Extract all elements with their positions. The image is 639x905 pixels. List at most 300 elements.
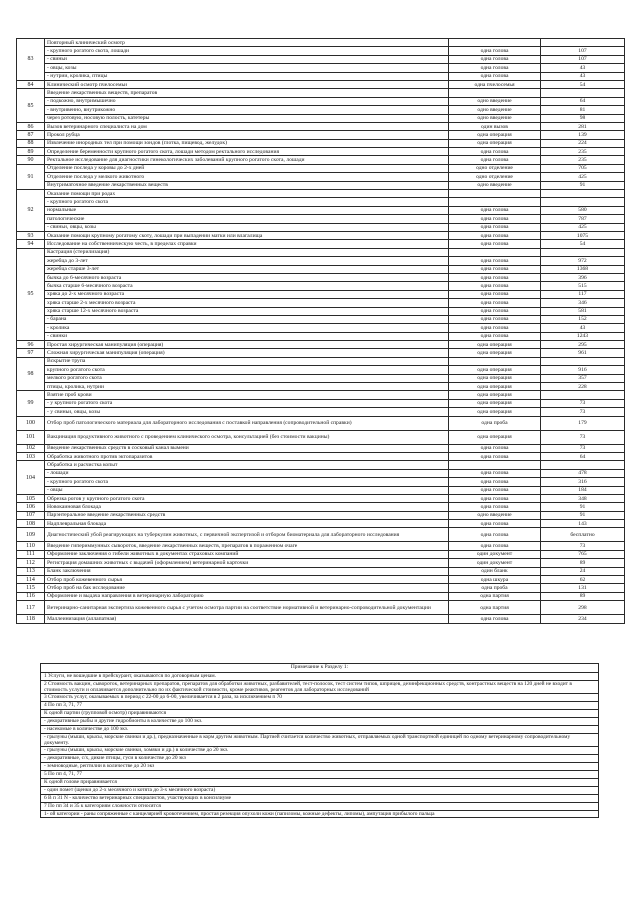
service-price: 235 xyxy=(541,156,625,164)
row-number: 108 xyxy=(17,520,45,528)
service-name: Новокаиновая блокада xyxy=(45,503,449,511)
service-unit: одна голова xyxy=(449,257,541,265)
note-row xyxy=(41,694,599,702)
service-name: Взятие проб крови xyxy=(45,391,449,399)
service-name: - кролика xyxy=(45,324,449,332)
row-number: 85 xyxy=(17,89,45,123)
service-price: 117 xyxy=(541,290,625,298)
service-price xyxy=(541,357,625,365)
table-row xyxy=(17,383,625,391)
notes-title: Примечание к Разделу 1: xyxy=(41,664,599,673)
table-row xyxy=(17,559,625,567)
service-unit: один вызов xyxy=(449,122,541,130)
service-price: 73 xyxy=(541,430,625,444)
row-number: 100 xyxy=(17,416,45,430)
service-name: бычка старше 6-месячного возраста xyxy=(45,282,449,290)
service-price: 478 xyxy=(541,469,625,477)
service-name: хряка до 2-х месячного возраста xyxy=(45,290,449,298)
note-text: - насекомые в количестве до 100 экз. xyxy=(41,726,599,734)
table-row xyxy=(17,494,625,502)
service-unit: один бланк xyxy=(449,567,541,575)
note-row xyxy=(41,734,599,747)
note-row xyxy=(41,811,599,818)
service-price: 1075 xyxy=(541,231,625,239)
service-unit: одно отделение xyxy=(449,173,541,181)
service-unit: одна проба xyxy=(449,416,541,430)
service-price: 143 xyxy=(541,520,625,528)
service-name: бычка до 6-месячного возраста xyxy=(45,273,449,281)
table-row xyxy=(17,64,625,72)
service-price: 224 xyxy=(541,139,625,147)
table-row xyxy=(17,89,625,97)
service-price xyxy=(541,39,625,47)
service-name: Надплевральная блокада xyxy=(45,520,449,528)
service-unit: одна голова xyxy=(449,231,541,239)
row-number: 114 xyxy=(17,576,45,584)
table-row xyxy=(17,503,625,511)
service-name: - барана xyxy=(45,315,449,323)
service-name: Вакцинация продуктивного животного с проведением клинического осмотра, консультацией (без стоимости вакцины) xyxy=(45,430,449,444)
service-unit: одна голова xyxy=(449,469,541,477)
service-name: - у свиньи, овцы, козы xyxy=(45,408,449,416)
service-unit xyxy=(449,89,541,97)
service-name: - крупного рогатого скота xyxy=(45,478,449,486)
note-text: 6 В п 31 N - количество ветеринарных специалистов, участвующих в консилиуме xyxy=(41,795,599,803)
table-row xyxy=(17,315,625,323)
table-row xyxy=(17,198,625,206)
service-unit: одна голова xyxy=(449,520,541,528)
service-unit: одна голова xyxy=(449,206,541,214)
row-number: 101 xyxy=(17,430,45,444)
service-unit: одно введение xyxy=(449,97,541,105)
service-price: 396 xyxy=(541,273,625,281)
service-price: 295 xyxy=(541,341,625,349)
service-price: 765 xyxy=(541,550,625,558)
table-row xyxy=(17,131,625,139)
service-name: - крупного рогатого скота xyxy=(45,198,449,206)
row-number: 111 xyxy=(17,550,45,558)
service-name: птицы, кролика, нутрии xyxy=(45,383,449,391)
service-name: - нутрии, кролика, птицы xyxy=(45,72,449,80)
service-price: 787 xyxy=(541,215,625,223)
service-unit: одно введение xyxy=(449,511,541,519)
note-text: 5 По пп 4, 71, 77 xyxy=(41,771,599,779)
table-row xyxy=(17,164,625,172)
row-number: 88 xyxy=(17,139,45,147)
note-text: 1 Услуги, не вошедшие в прейскурант, оказываются по договорным ценам. xyxy=(41,673,599,681)
row-number: 110 xyxy=(17,542,45,550)
service-name: Исследование на собственническую честь, в пределах справки xyxy=(45,240,449,248)
table-row xyxy=(17,290,625,298)
service-price: 152 xyxy=(541,315,625,323)
service-unit: одна партия xyxy=(449,601,541,615)
note-text: К одной голове приравнивается xyxy=(41,779,599,787)
service-price: 89 xyxy=(541,559,625,567)
table-row xyxy=(17,181,625,189)
service-name: патологические xyxy=(45,215,449,223)
table-row xyxy=(17,615,625,623)
service-unit: одна голова xyxy=(449,273,541,281)
service-unit: одна операция xyxy=(449,341,541,349)
table-row xyxy=(17,332,625,340)
note-row xyxy=(41,726,599,734)
service-name: - лошади xyxy=(45,469,449,477)
service-price: 139 xyxy=(541,131,625,139)
note-row xyxy=(41,755,599,763)
service-name: мелкого рогатого скота xyxy=(45,374,449,382)
service-price: бесплатно xyxy=(541,528,625,542)
service-unit xyxy=(449,39,541,47)
service-price: 228 xyxy=(541,383,625,391)
row-number: 94 xyxy=(17,240,45,248)
service-price: 1368 xyxy=(541,265,625,273)
table-row xyxy=(17,265,625,273)
note-text: 7 По пп 34 и 35 к категориям сложности относятся xyxy=(41,803,599,811)
service-unit: одна операция xyxy=(449,391,541,399)
row-number: 115 xyxy=(17,584,45,592)
note-text: - земноводные, рептилии в количестве до 20 экз xyxy=(41,763,599,771)
service-price: 73 xyxy=(541,399,625,407)
service-unit: одна голова xyxy=(449,315,541,323)
table-row xyxy=(17,576,625,584)
service-unit: одна голова xyxy=(449,55,541,63)
service-unit: одна голова xyxy=(449,307,541,315)
service-price: 89 xyxy=(541,592,625,600)
row-number: 86 xyxy=(17,122,45,130)
note-text: - декоративные рыбы и другие гидробионты в количестве до 100 экз. xyxy=(41,718,599,726)
row-number: 103 xyxy=(17,452,45,460)
service-name: - у крупного рогатого скота xyxy=(45,399,449,407)
service-price: 73 xyxy=(541,542,625,550)
table-row xyxy=(17,248,625,256)
service-name: Оформление и выдача направления в ветеринарную лабораторию xyxy=(45,592,449,600)
service-unit xyxy=(449,190,541,198)
row-number: 105 xyxy=(17,494,45,502)
service-name: Парэнтеральное введение лекарственных средств xyxy=(45,511,449,519)
service-unit xyxy=(449,357,541,365)
table-row xyxy=(17,469,625,477)
service-name: - свиньи, овцы, козы xyxy=(45,223,449,231)
service-unit: одна голова xyxy=(449,324,541,332)
note-row xyxy=(41,803,599,811)
service-price: 580 xyxy=(541,206,625,214)
row-number: 83 xyxy=(17,39,45,81)
service-unit: одно введение xyxy=(449,114,541,122)
table-row xyxy=(17,299,625,307)
service-unit: одна голова xyxy=(449,156,541,164)
service-price: 131 xyxy=(541,584,625,592)
service-price xyxy=(541,89,625,97)
service-name: Ректальное исследование для диагностики гинекологических заболеваний крупного рогатого скота, лошади xyxy=(45,156,449,164)
service-price: 425 xyxy=(541,223,625,231)
service-price: 346 xyxy=(541,299,625,307)
service-name: Оформление заключения о гибели животных в документах страховых компаний xyxy=(45,550,449,558)
notes-table xyxy=(40,663,599,818)
service-name: Введение лекарственных веществ, препаратов xyxy=(45,89,449,97)
service-unit: одна партия xyxy=(449,592,541,600)
service-unit: одна пчелосемья xyxy=(449,80,541,88)
service-price: 54 xyxy=(541,240,625,248)
service-name: жеребца до 3-лет xyxy=(45,257,449,265)
service-name: Отделение последа у мелкого животного xyxy=(45,173,449,181)
table-row xyxy=(17,567,625,575)
service-name: Регистрация домашних животных с выдачей (оформлением) ветеринарной карточки xyxy=(45,559,449,567)
row-number: 91 xyxy=(17,164,45,189)
service-name: - свиньи xyxy=(45,55,449,63)
table-row xyxy=(17,584,625,592)
service-price: 705 xyxy=(541,164,625,172)
service-price: 357 xyxy=(541,374,625,382)
table-row xyxy=(17,215,625,223)
note-text: 3 Стоимость услуг, оказываемых в период с 22-00 до 6-00, увеличивается в 2 раза, за исключением п 70 xyxy=(41,694,599,702)
service-price xyxy=(541,461,625,469)
note-row xyxy=(41,787,599,795)
service-name: - овцы, козы xyxy=(45,64,449,72)
table-row xyxy=(17,520,625,528)
service-name: Прокол рубца xyxy=(45,131,449,139)
table-row xyxy=(17,349,625,357)
service-price xyxy=(541,190,625,198)
service-name: Обработка животного против эктопаразитов xyxy=(45,452,449,460)
note-row xyxy=(41,779,599,787)
table-row xyxy=(17,430,625,444)
note-row xyxy=(41,718,599,726)
service-unit: один документ xyxy=(449,559,541,567)
table-row xyxy=(17,156,625,164)
service-name: Введение лекарственных средств в сосковый канал вымени xyxy=(45,444,449,452)
table-row xyxy=(17,231,625,239)
service-unit: одна операция xyxy=(449,399,541,407)
note-row xyxy=(41,795,599,803)
service-price: 916 xyxy=(541,366,625,374)
row-number: 98 xyxy=(17,357,45,391)
table-row xyxy=(17,206,625,214)
table-row xyxy=(17,240,625,248)
row-number: 106 xyxy=(17,503,45,511)
service-unit: одна операция xyxy=(449,408,541,416)
service-name: Клинический осмотр пчелосемьи xyxy=(45,80,449,88)
service-name: через ротовую, носовую полость, катетеры xyxy=(45,114,449,122)
service-name: Внутриматочное введение лекарственных веществ xyxy=(45,181,449,189)
service-price: 91 xyxy=(541,503,625,511)
service-unit: одна голова xyxy=(449,542,541,550)
service-price: 234 xyxy=(541,615,625,623)
table-row xyxy=(17,550,625,558)
table-row xyxy=(17,542,625,550)
table-row xyxy=(17,366,625,374)
table-row xyxy=(17,528,625,542)
row-number: 109 xyxy=(17,528,45,542)
service-unit: одно введение xyxy=(449,106,541,114)
service-name: Простая хирургическая манипуляция (операция) xyxy=(45,341,449,349)
row-number: 117 xyxy=(17,601,45,615)
service-name: Сложная хирургическая манипуляция (операция) xyxy=(45,349,449,357)
service-name: Отбор проб на бак исследование xyxy=(45,584,449,592)
note-text: - грызуны (мыши, крысы, морские свинки и др.), предназначенные в корм другим животным. Партией считается количество животных, отправляемых одной транспортной единицей по одному ветеринарному сопроводительному документу. xyxy=(41,734,599,747)
note-text: - грызуны (мыши, крысы, морские свинки, хомяки и др.) в количестве до 20 экз. xyxy=(41,747,599,755)
service-price: 73 xyxy=(541,444,625,452)
service-unit xyxy=(449,248,541,256)
service-unit: одна голова xyxy=(449,282,541,290)
table-row xyxy=(17,486,625,494)
service-unit: одна голова xyxy=(449,215,541,223)
service-name: Извлечение инородных тел при помощи зондов (глотка, пищевод, желудок) xyxy=(45,139,449,147)
table-row xyxy=(17,307,625,315)
row-number: 104 xyxy=(17,461,45,495)
service-name: - свинки xyxy=(45,332,449,340)
table-row xyxy=(17,324,625,332)
note-text: - один помет (щенки до 2-х месячного и котята до 3-х месячного возраста) xyxy=(41,787,599,795)
table-row xyxy=(17,122,625,130)
note-row xyxy=(41,710,599,718)
service-name: Бланк заключения xyxy=(45,567,449,575)
service-price xyxy=(541,248,625,256)
table-row xyxy=(17,39,625,47)
service-price: 98 xyxy=(541,114,625,122)
row-number: 92 xyxy=(17,190,45,232)
service-unit: одна голова xyxy=(449,47,541,55)
service-name: Вызов ветеринарного специалиста на дом xyxy=(45,122,449,130)
service-price: 184 xyxy=(541,486,625,494)
service-name: Отбор проб патологического материала для лабораторного исследования с поставкой направления (сопроводительной справки) xyxy=(45,416,449,430)
service-price: 515 xyxy=(541,282,625,290)
table-row xyxy=(17,106,625,114)
service-price: 43 xyxy=(541,64,625,72)
service-name: Повторный клинический осмотр xyxy=(45,39,449,47)
service-unit: одна голова xyxy=(449,64,541,72)
note-text: 4 По пп 3, 71, 77 xyxy=(41,702,599,710)
service-unit: один документ xyxy=(449,550,541,558)
service-unit: одна голова xyxy=(449,148,541,156)
service-price: 107 xyxy=(541,47,625,55)
table-row xyxy=(17,282,625,290)
service-unit: одна голова xyxy=(449,486,541,494)
service-price: 43 xyxy=(541,72,625,80)
service-unit: одна голова xyxy=(449,265,541,273)
row-number: 95 xyxy=(17,248,45,340)
note-text: 2 Стоимость вакцин, сывороток, ветеринарных препаратов, препаратов для обработки животных, разбавителей, тест-полосок, тест систем типов, шприцев, дезинфекционных средств, контрастных веществ на 120 дней не входит в стоимость услуги и оплачивается дополнительно по их фактической стоимости, кроме реактивов, реагентов для лабораторных исследований xyxy=(41,681,599,694)
table-row xyxy=(17,139,625,147)
service-price: 43 xyxy=(541,324,625,332)
table-row xyxy=(17,601,625,615)
table-row xyxy=(17,173,625,181)
service-name: - крупного рогатого скота, лошади xyxy=(45,47,449,55)
service-name: жеребца старше 3-лет xyxy=(45,265,449,273)
note-text: К одной партии (групповой осмотр) приравниваются xyxy=(41,710,599,718)
service-unit: одна голова xyxy=(449,299,541,307)
service-unit: одна проба xyxy=(449,584,541,592)
service-unit: одна операция xyxy=(449,430,541,444)
notes-table-body xyxy=(41,664,599,818)
service-price: 64 xyxy=(541,97,625,105)
service-unit: одна операция xyxy=(449,349,541,357)
service-name: хряка старше 2-х месячного возраста xyxy=(45,299,449,307)
table-row xyxy=(17,416,625,430)
service-price: 81 xyxy=(541,106,625,114)
service-price: 348 xyxy=(541,494,625,502)
table-row xyxy=(17,399,625,407)
service-unit: одно введение xyxy=(449,181,541,189)
service-unit: одна операция xyxy=(449,131,541,139)
note-text: - декоративные, с/х, дикие птицы, гуси в количестве до 20 экз xyxy=(41,755,599,763)
service-price: 235 xyxy=(541,148,625,156)
service-name: Введение гипериммунных сывороток, введение лекарственных веществ, препаратов в пораженном очаге xyxy=(45,542,449,550)
note-row xyxy=(41,681,599,694)
service-price xyxy=(541,198,625,206)
service-name: Отделение последа у коровы до 2-х дней xyxy=(45,164,449,172)
service-unit xyxy=(449,461,541,469)
service-name: крупного рогатого скота xyxy=(45,366,449,374)
row-number: 97 xyxy=(17,349,45,357)
service-unit: одна операция xyxy=(449,374,541,382)
service-unit: одна голова xyxy=(449,72,541,80)
row-number: 113 xyxy=(17,567,45,575)
table-row xyxy=(17,97,625,105)
service-price: 316 xyxy=(541,478,625,486)
service-unit: одна голова xyxy=(449,240,541,248)
service-name: - подкожно, внутримышечно xyxy=(45,97,449,105)
service-name: Обрезка рогов у крупного рогатого скота xyxy=(45,494,449,502)
service-price: 972 xyxy=(541,257,625,265)
service-price: 24 xyxy=(541,567,625,575)
service-unit: одна операция xyxy=(449,139,541,147)
table-row xyxy=(17,148,625,156)
table-row xyxy=(17,257,625,265)
service-name: Оказание помощи крупному рогатому скоту, лошади при выпадении матки или влагалища xyxy=(45,231,449,239)
row-number: 90 xyxy=(17,156,45,164)
service-price: 961 xyxy=(541,349,625,357)
service-price: 91 xyxy=(541,511,625,519)
note-row xyxy=(41,673,599,681)
notes-header-row xyxy=(41,664,599,673)
service-name: хряка старше 12-х месячного возраста xyxy=(45,307,449,315)
service-name: Обработка и расчистка копыт xyxy=(45,461,449,469)
service-unit xyxy=(449,198,541,206)
service-unit: одна операция xyxy=(449,383,541,391)
service-price: 91 xyxy=(541,181,625,189)
table-row xyxy=(17,444,625,452)
service-name: Определение беременности крупного рогатого скота, лошади методом ректального исследования xyxy=(45,148,449,156)
note-row xyxy=(41,771,599,779)
row-number: 107 xyxy=(17,511,45,519)
service-unit: одна шкура xyxy=(449,576,541,584)
service-name: - внутривенно, внутрикожно xyxy=(45,106,449,114)
service-unit: одна голова xyxy=(449,528,541,542)
table-row xyxy=(17,341,625,349)
service-unit: одна голова xyxy=(449,444,541,452)
price-table-body xyxy=(17,39,625,624)
service-price: 581 xyxy=(541,307,625,315)
row-number: 96 xyxy=(17,341,45,349)
service-price: 425 xyxy=(541,173,625,181)
table-row xyxy=(17,374,625,382)
note-row xyxy=(41,763,599,771)
table-row xyxy=(17,408,625,416)
service-unit: одна голова xyxy=(449,478,541,486)
service-price: 73 xyxy=(541,408,625,416)
service-unit: одна голова xyxy=(449,290,541,298)
service-price: 179 xyxy=(541,416,625,430)
service-name: Маллеинизация (аллапатная) xyxy=(45,615,449,623)
table-row xyxy=(17,592,625,600)
table-row xyxy=(17,55,625,63)
table-row xyxy=(17,391,625,399)
table-row xyxy=(17,461,625,469)
service-price: 64 xyxy=(541,452,625,460)
service-unit: одна голова xyxy=(449,494,541,502)
service-name: - овцы xyxy=(45,486,449,494)
service-unit: одна голова xyxy=(449,332,541,340)
